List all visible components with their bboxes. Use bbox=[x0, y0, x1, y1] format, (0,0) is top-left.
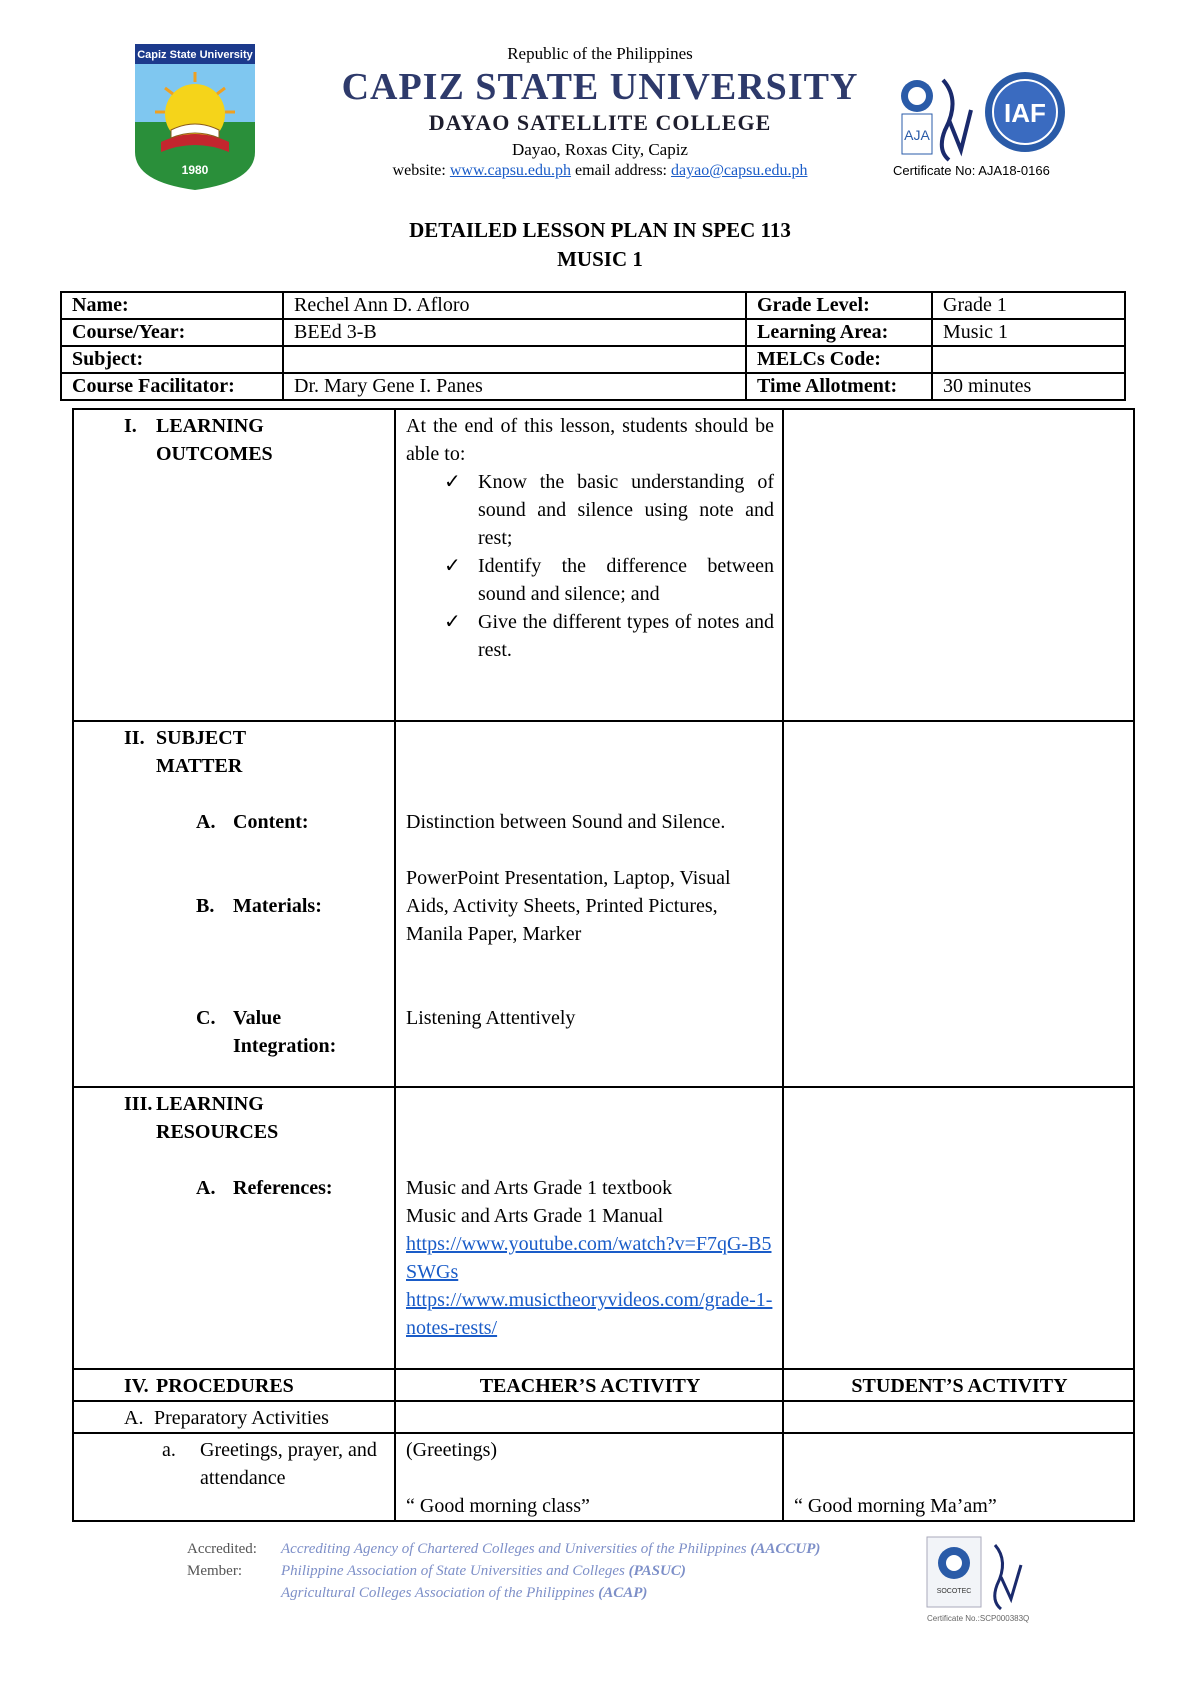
iaf-logo bbox=[985, 72, 1065, 152]
college-name: DAYAO SATELLITE COLLEGE bbox=[428, 110, 772, 135]
socotec-logo bbox=[925, 1535, 1045, 1615]
student-cell bbox=[783, 1401, 1134, 1433]
section-title: LEARNING OUTCOMES bbox=[156, 415, 273, 465]
music-theory-link[interactable]: https://www.musictheoryvideos.com/grade-1-notes-rests/ bbox=[406, 1289, 773, 1339]
college-address: Dayao, Roxas City, Capiz bbox=[512, 140, 688, 159]
list-item bbox=[444, 468, 774, 552]
greetings-label: a. Greetings, prayer, and attendance bbox=[162, 1439, 377, 1489]
contact-line bbox=[300, 162, 900, 180]
section-number: II. bbox=[124, 727, 145, 749]
outcome-text: Know the basic understanding of sound and silence using note and rest; bbox=[478, 471, 774, 549]
accredited-text: Accrediting Agency of Chartered Colleges and Universities of the Philippines bbox=[281, 1540, 747, 1557]
certificate-number: Certificate No: AJA18-0166 bbox=[893, 163, 1050, 178]
reference-item: Music and Arts Grade 1 textbook bbox=[406, 1177, 673, 1199]
value-integration-label: Value Integration: bbox=[233, 1007, 337, 1057]
name-label: Name: bbox=[61, 292, 283, 319]
learning-outcomes-row bbox=[73, 409, 1134, 721]
course-year-value: BEEd 3-B bbox=[283, 319, 746, 346]
list-item bbox=[444, 552, 774, 608]
subject-value bbox=[283, 346, 746, 373]
grade-level-label: Grade Level: bbox=[746, 292, 932, 319]
svg-text:Capiz State University: Capiz State University bbox=[137, 49, 253, 61]
value-integration-value: Listening Attentively bbox=[406, 1007, 576, 1029]
accredited-abbr: (AACCUP) bbox=[750, 1540, 821, 1557]
footer-accreditation bbox=[187, 1538, 820, 1604]
references-label-row: A. References: bbox=[196, 1174, 386, 1202]
info-table bbox=[60, 291, 1126, 401]
member2-text: Agricultural Colleges Association of the Philippines bbox=[281, 1584, 595, 1601]
student-cell bbox=[783, 721, 1134, 1087]
svg-text:AJA: AJA bbox=[904, 127, 930, 143]
procedures-header-row bbox=[73, 1369, 1134, 1401]
outcome-text: Identify the difference between sound and silence; and bbox=[478, 555, 774, 605]
info-row bbox=[61, 292, 1125, 319]
republic-label: Republic of the Philippines bbox=[507, 44, 693, 63]
check-icon: ✓ bbox=[444, 611, 461, 633]
info-row bbox=[61, 373, 1125, 400]
materials-value: PowerPoint Presentation, Laptop, Visual Aids, Activity Sheets, Printed Pictures, Manila Paper, Marker bbox=[406, 867, 731, 945]
svg-text:IAF: IAF bbox=[1004, 98, 1046, 128]
value-label-row: C. Value Integration: bbox=[196, 1004, 386, 1060]
subject-label: Subject: bbox=[61, 346, 283, 373]
teacher-activity-header: TEACHER’S ACTIVITY bbox=[395, 1369, 783, 1401]
website-link[interactable]: www.capsu.edu.ph bbox=[449, 162, 572, 179]
footer-certificate-number: Certificate No.:SCP000383Q bbox=[927, 1614, 1030, 1623]
member-label: Member: bbox=[187, 1562, 242, 1579]
time-allotment-value: 30 minutes bbox=[932, 373, 1125, 400]
aja-logo bbox=[901, 80, 933, 154]
check-icon: ✓ bbox=[444, 471, 461, 493]
jab-logo bbox=[995, 1545, 1021, 1609]
student-cell bbox=[783, 1087, 1134, 1369]
student-cell bbox=[783, 409, 1134, 721]
preparatory-row bbox=[73, 1401, 1134, 1433]
course-year-label: Course/Year: bbox=[61, 319, 283, 346]
list-item bbox=[444, 608, 774, 664]
melcs-code-label: MELCs Code: bbox=[746, 346, 932, 373]
content-label-row: A. Content: bbox=[196, 808, 386, 836]
capiz-state-university-logo bbox=[131, 42, 259, 192]
references-label: References: bbox=[233, 1177, 333, 1199]
email-link[interactable]: dayao@capsu.edu.ph bbox=[670, 162, 808, 179]
section-title: SUBJECT MATTER bbox=[156, 727, 246, 777]
member-text: Philippine Association of State Universities and Colleges bbox=[281, 1562, 625, 1579]
letterhead bbox=[300, 44, 900, 180]
lesson-plan-table bbox=[72, 408, 1135, 1522]
teacher-greeting: “ Good morning class” bbox=[406, 1495, 590, 1517]
section-number: III. bbox=[124, 1093, 153, 1115]
email-label: email address: bbox=[575, 162, 667, 179]
name-value: Rechel Ann D. Afloro bbox=[283, 292, 746, 319]
svg-text:SOCOTEC: SOCOTEC bbox=[936, 1588, 972, 1595]
section-title: LEARNING RESOURCES bbox=[156, 1093, 279, 1143]
content-label: Content: bbox=[233, 811, 309, 833]
teacher-cell bbox=[395, 1401, 783, 1433]
content-value: Distinction between Sound and Silence. bbox=[406, 811, 726, 833]
preparatory-label: A. Preparatory Activities bbox=[124, 1407, 329, 1429]
lesson-plan-subtitle: MUSIC 1 bbox=[557, 247, 643, 271]
info-row bbox=[61, 319, 1125, 346]
university-name: CAPIZ STATE UNIVERSITY bbox=[341, 66, 859, 108]
svg-text:1980: 1980 bbox=[181, 163, 209, 177]
greetings-row bbox=[73, 1433, 1134, 1521]
course-facilitator-value: Dr. Mary Gene I. Panes bbox=[283, 373, 746, 400]
melcs-code-value bbox=[932, 346, 1125, 373]
materials-label-row: B. Materials: bbox=[196, 892, 386, 920]
learning-area-label: Learning Area: bbox=[746, 319, 932, 346]
info-row bbox=[61, 346, 1125, 373]
reference-item: Music and Arts Grade 1 Manual bbox=[406, 1205, 664, 1227]
website-label: website: bbox=[392, 162, 446, 179]
grade-level-value: Grade 1 bbox=[932, 292, 1125, 319]
student-activity-header: STUDENT’S ACTIVITY bbox=[783, 1369, 1134, 1401]
outcome-text: Give the different types of notes and rest. bbox=[478, 611, 774, 661]
section-number: I. bbox=[124, 415, 137, 437]
course-facilitator-label: Course Facilitator: bbox=[61, 373, 283, 400]
member2-abbr: (ACAP) bbox=[598, 1584, 648, 1601]
section-title: PROCEDURES bbox=[156, 1375, 294, 1397]
check-icon: ✓ bbox=[444, 555, 461, 577]
time-allotment-label: Time Allotment: bbox=[746, 373, 932, 400]
member-abbr: (PASUC) bbox=[628, 1562, 686, 1579]
outcomes-intro: At the end of this lesson, students should be able to: bbox=[406, 415, 774, 465]
student-greeting: “ Good morning Ma’am” bbox=[794, 1495, 997, 1517]
teacher-cue: (Greetings) bbox=[406, 1439, 498, 1461]
youtube-link[interactable]: https://www.youtube.com/watch?v=F7qG-B5SWGs bbox=[406, 1233, 772, 1283]
materials-label: Materials: bbox=[233, 895, 322, 917]
section-number: IV. bbox=[124, 1375, 149, 1397]
jab-logo bbox=[942, 80, 971, 160]
lesson-plan-title: DETAILED LESSON PLAN IN SPEC 113 bbox=[409, 218, 791, 242]
subject-matter-row bbox=[73, 721, 1134, 1087]
accredited-label: Accredited: bbox=[187, 1540, 257, 1557]
learning-area-value: Music 1 bbox=[932, 319, 1125, 346]
learning-resources-row bbox=[73, 1087, 1134, 1369]
